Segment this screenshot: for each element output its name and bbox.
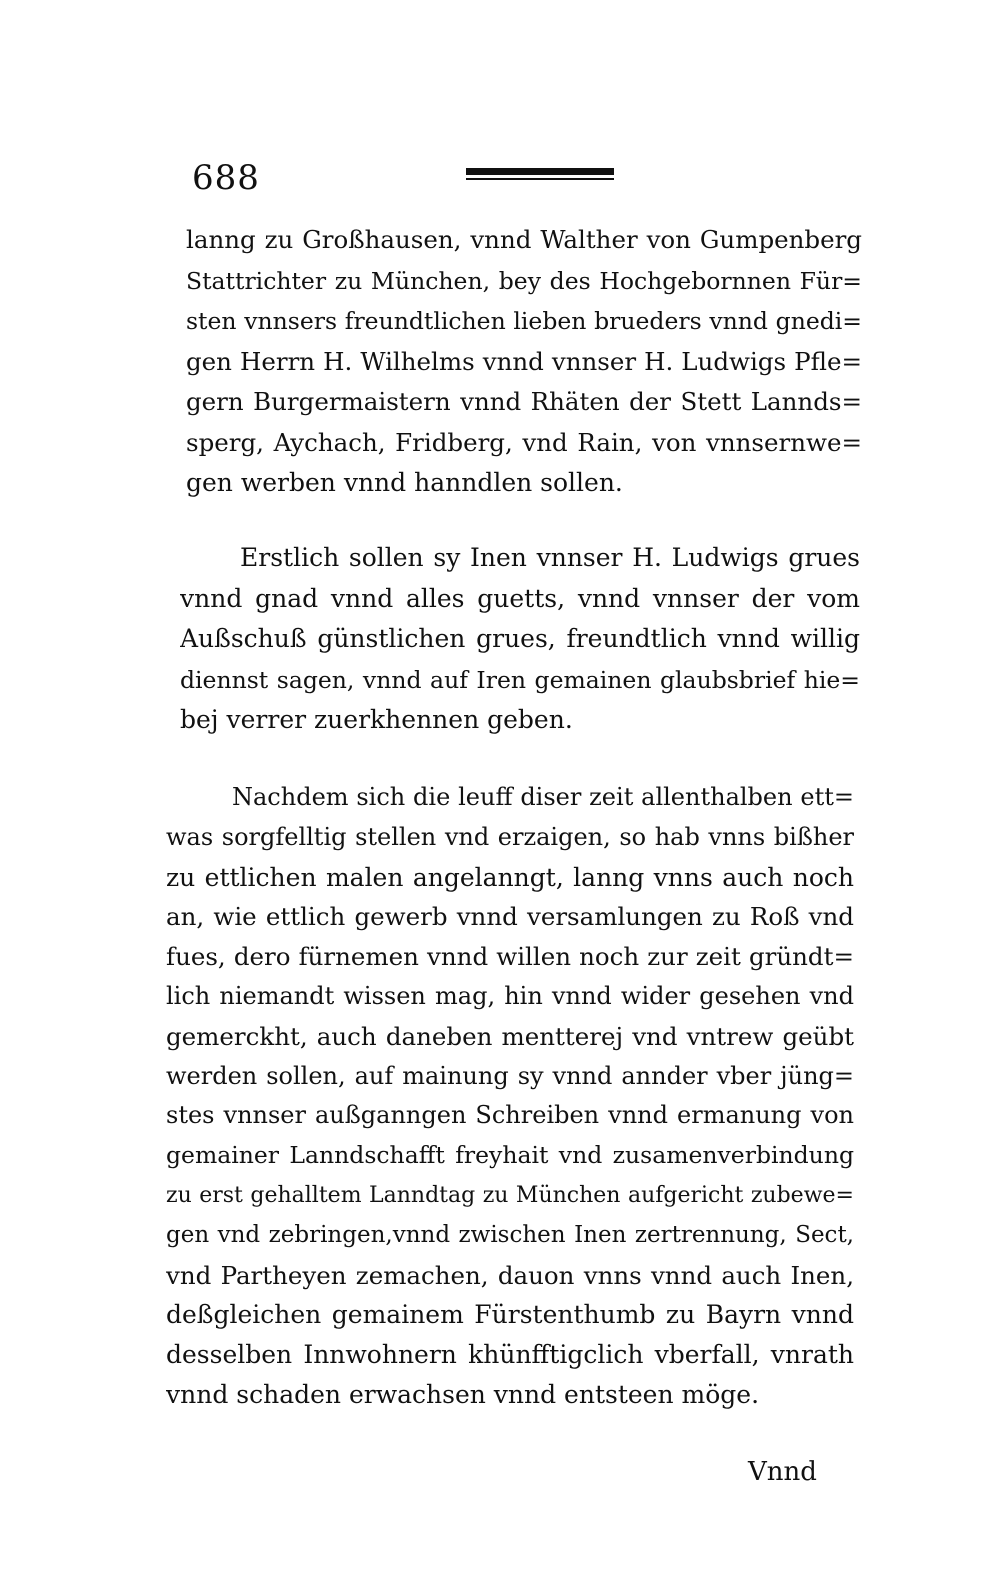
paragraph-3 <box>166 778 854 1415</box>
paragraph-2 <box>180 538 860 741</box>
paragraph-1 <box>186 220 862 504</box>
text-line: lich niemandt wissen mag, hin vnnd wider gesehen vnd <box>166 981 854 1010</box>
text-line: was sorgfelltig stellen vnd erzaigen, so hab vnns bißher <box>166 822 854 851</box>
text-line: gemainer Lanndschafft freyhait vnd zusamenverbindung <box>166 1141 854 1170</box>
text-line: diennst sagen, vnnd auf Iren gemainen glaubsbrief hie= <box>180 665 860 694</box>
header-rule <box>466 168 614 180</box>
text-line: bej verrer zuerkhennen geben. <box>180 705 573 734</box>
header-rule-thick <box>466 168 614 175</box>
text-line: vnd Partheyen zemachen, dauon vnns vnnd auch Inen, <box>166 1260 854 1290</box>
text-line: zu erst gehalltem Lanndtag zu München aufgericht zubewe= <box>166 1182 854 1208</box>
text-line: vnnd gnad vnnd alles guetts, vnnd vnnser der vom <box>180 583 860 613</box>
text-line: zu ettlichen malen angelanngt, lanng vnns auch noch <box>166 862 854 892</box>
text-line: gen Herrn H. Wilhelms vnnd vnnser H. Ludwigs Pfle= <box>186 346 862 376</box>
text-line: werden sollen, auf mainung sy vnnd annder vber jüng= <box>166 1061 854 1090</box>
text-line: gen werben vnnd hanndlen sollen. <box>186 468 623 497</box>
text-line: Nachdem sich die leuff diser zeit allenthalben ett= <box>232 783 854 811</box>
text-line: vnnd schaden erwachsen vnnd entsteen möge. <box>166 1379 760 1409</box>
text-line: an, wie ettlich gewerb vnnd versamlungen zu Roß vnd <box>166 902 854 932</box>
page-number: 688 <box>192 158 260 198</box>
text-line: Stattrichter zu München, bey des Hochgebornnen Für= <box>186 266 862 295</box>
text-line: gemerckht, auch daneben mentterej vnd vntrew geübt <box>166 1021 854 1051</box>
text-line: desselben Innwohnern khünfftigclich vberfall, vnrath <box>166 1340 854 1370</box>
text-line: lanng zu Großhausen, vnnd Walther von Gumpenberg <box>186 225 862 254</box>
catchword: Vnnd <box>748 1457 817 1487</box>
text-line: stes vnnser außganngen Schreiben vnnd ermanung von <box>166 1101 854 1130</box>
text-line: gen vnd zebringen,vnnd zwischen Inen zertrennung, Sect, <box>166 1221 854 1248</box>
text-line: sperg, Aychach, Fridberg, vnd Rain, von vnnsernwe= <box>186 427 862 457</box>
text-line: sten vnnsers freundtlichen lieben brueders vnnd gnedi= <box>186 307 862 335</box>
text-line: gern Burgermaistern vnnd Rhäten der Stett Lannds= <box>186 387 862 416</box>
text-line: Außschuß günstlichen grues, freundtlich vnnd willig <box>180 624 860 653</box>
text-line: deßgleichen gemainem Fürstenthumb zu Bayrn vnnd <box>166 1300 854 1330</box>
text-line: fues, dero fürnemen vnnd willen noch zur zeit gründt= <box>166 942 854 972</box>
text-line: Erstlich sollen sy Inen vnnser H. Ludwigs grues <box>240 543 860 572</box>
header-rule-thin <box>466 178 614 180</box>
